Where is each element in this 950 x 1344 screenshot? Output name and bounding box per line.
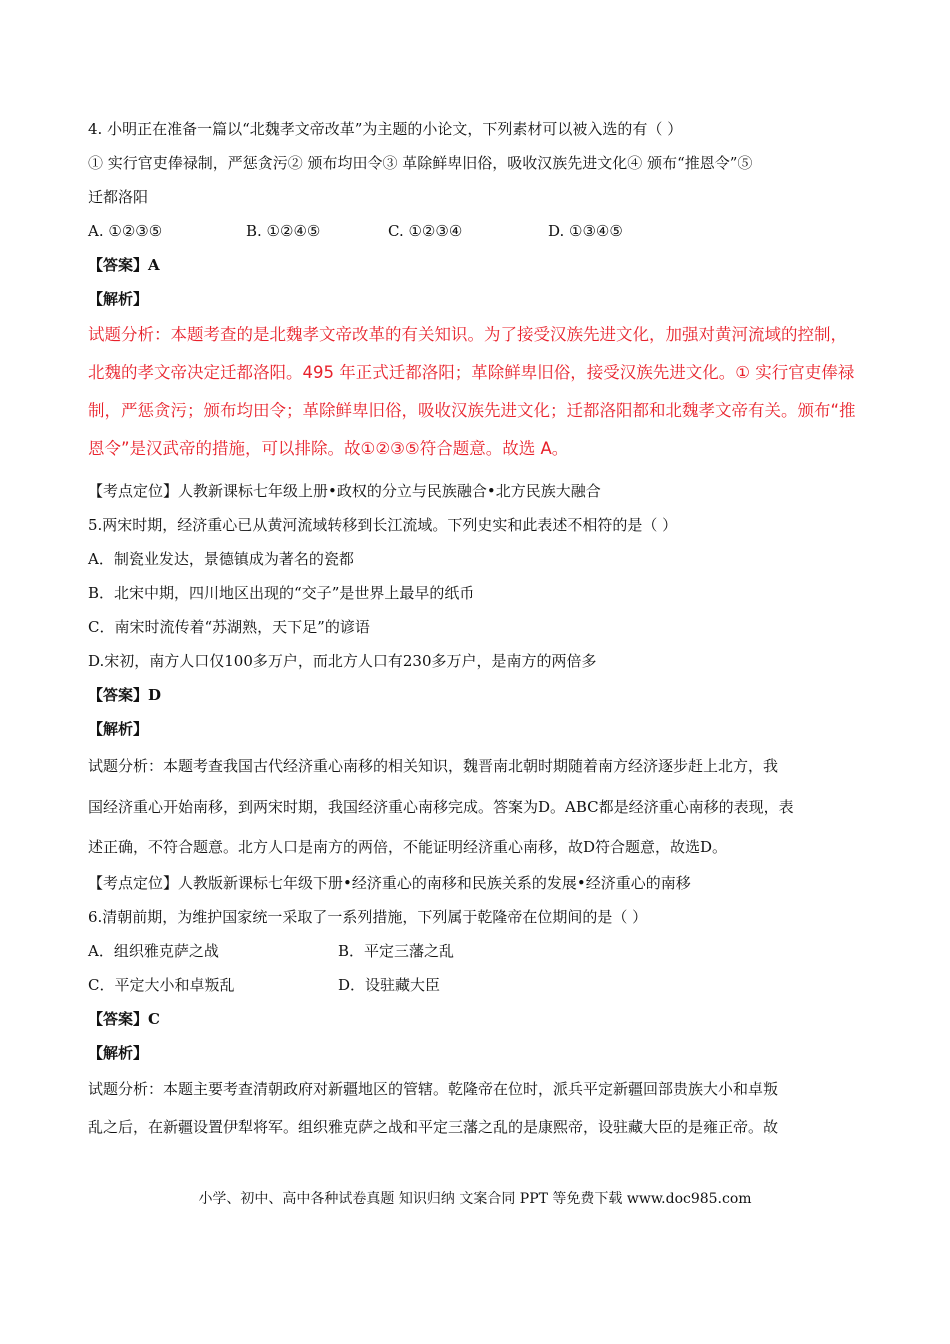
page-footer: 小学、初中、高中各种试卷真题 知识归纳 文案合同 PPT 等免费下载 www.doc985.com bbox=[198, 1191, 752, 1207]
q6-analysis-line: 试题分析：本题主要考查清朝政府对新疆地区的管辖。乾隆帝在位时，派兵平定新疆回部贵族大小和卓叛 bbox=[88, 1080, 779, 1098]
document-content bbox=[88, 112, 878, 1146]
q6-analysis-label: 【解析】 bbox=[88, 1044, 149, 1062]
q4-option-d: D. ①③④⑤ bbox=[548, 222, 623, 240]
q4-items-line2: 迁都洛阳 bbox=[88, 188, 149, 206]
q4-option-c: C. ①②③④ bbox=[388, 222, 463, 240]
q6-option-a: A．组织雅克萨之战 bbox=[88, 942, 219, 960]
q4-point: 【考点定位】人教新课标七年级上册•政权的分立与民族融合•北方民族大融合 bbox=[88, 482, 601, 500]
q5-option-b: B．北宋中期，四川地区出现的“交子”是世界上最早的纸币 bbox=[88, 584, 475, 602]
q5-analysis-line: 述正确，不符合题意。北方人口是南方的两倍，不能证明经济重心南移，故D符合题意，故选D。 bbox=[88, 838, 728, 856]
q5-analysis-label: 【解析】 bbox=[88, 720, 149, 738]
q4-analysis-label: 【解析】 bbox=[88, 290, 149, 308]
q4-option-b: B. ①②④⑤ bbox=[246, 222, 321, 240]
q5-stem: 5.两宋时期，经济重心已从黄河流域转移到长江流域。下列史实和此表述不相符的是（ ） bbox=[88, 516, 678, 534]
q4-analysis-line: 北魏的孝文帝决定迁都洛阳。495 年正式迁都洛阳；革除鲜卑旧俗，接受汉族先进文化。① 实行官吏俸禄 bbox=[88, 363, 855, 382]
q6-options-row2 bbox=[88, 968, 878, 1002]
q4-stem: 4. 小明正在准备一篇以“北魏孝文帝改革”为主题的小论文，下列素材可以被入选的有（ ） bbox=[88, 120, 683, 138]
q5-point: 【考点定位】人教版新课标七年级下册•经济重心的南移和民族关系的发展•经济重心的南移 bbox=[88, 874, 691, 892]
q4-items-line1: ① 实行官吏俸禄制，严惩贪污② 颁布均田令③ 革除鲜卑旧俗，吸收汉族先进文化④ 颁布“推恩令”⑤ bbox=[88, 154, 753, 172]
q4-answer: 【答案】A bbox=[88, 256, 160, 274]
q5-answer: 【答案】D bbox=[88, 686, 162, 704]
q4-analysis-line: 恩令”是汉武帝的措施，可以排除。故①②③⑤符合题意。故选 A。 bbox=[88, 439, 569, 458]
q4-analysis bbox=[88, 316, 878, 468]
q6-answer: 【答案】C bbox=[88, 1010, 160, 1028]
q4-option-a: A. ①②③⑤ bbox=[88, 222, 163, 240]
q4-analysis-line: 试题分析：本题考查的是北魏孝文帝改革的有关知识。为了接受汉族先进文化，加强对黄河流域的控制， bbox=[88, 325, 847, 344]
q6-analysis-line: 乱之后，在新疆设置伊犁将军。组织雅克萨之战和平定三藩之乱的是康熙帝，设驻藏大臣的是雍正帝。故 bbox=[88, 1118, 779, 1136]
q6-option-c: C．平定大小和卓叛乱 bbox=[88, 976, 235, 994]
q4-options bbox=[88, 214, 878, 248]
q5-option-d: D.宋初，南方人口仅100多万户，而北方人口有230多万户，是南方的两倍多 bbox=[88, 652, 597, 670]
q6-stem: 6.清朝前期，为维护国家统一采取了一系列措施，下列属于乾隆帝在位期间的是（ ） bbox=[88, 908, 648, 926]
q4-analysis-line: 制，严惩贪污；颁布均田令；革除鲜卑旧俗，吸收汉族先进文化；迁都洛阳都和北魏孝文帝有关。颁布“推 bbox=[88, 401, 856, 420]
q5-option-c: C．南宋时流传着“苏湖熟，天下足”的谚语 bbox=[88, 618, 370, 636]
q5-option-a: A．制瓷业发达，景德镇成为著名的瓷都 bbox=[88, 550, 354, 568]
q6-option-d: D．设驻藏大臣 bbox=[338, 976, 441, 994]
q6-options-row1 bbox=[88, 934, 878, 968]
q6-option-b: B．平定三藩之乱 bbox=[338, 942, 455, 960]
q5-analysis-line: 试题分析：本题考查我国古代经济重心南移的相关知识，魏晋南北朝时期随着南方经济逐步赶上北方，我 bbox=[88, 757, 779, 775]
q5-analysis-line: 国经济重心开始南移，到两宋时期，我国经济重心南移完成。答案为D。ABC都是经济重心南移的表现，表 bbox=[88, 798, 794, 816]
